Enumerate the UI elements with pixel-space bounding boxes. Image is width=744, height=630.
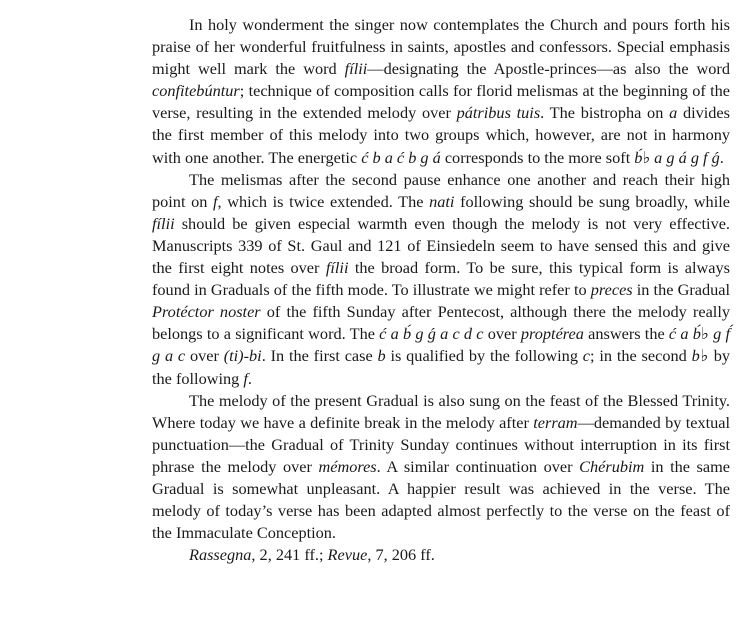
text-run: , 7, 206 ff. xyxy=(367,545,435,565)
text-run: corresponds to the more soft xyxy=(440,147,635,167)
paragraph xyxy=(152,169,730,390)
text-run: following should be sung broadly, while xyxy=(454,191,730,211)
text-run: the broad form. To be sure, this typical form is always found in Graduals of the fifth mode. To illustrate we might refer to xyxy=(152,258,731,300)
text-run: —demanded by textual punctuation—the Gradual of Trinity Sunday continues without interruption in its first phrase the melody over xyxy=(152,412,730,476)
paragraph xyxy=(152,390,730,545)
text-run: ; technique of composition calls for florid melismas at the beginning of the verse, resulting in the extended melody over xyxy=(152,81,730,123)
text-run: . xyxy=(719,147,724,167)
italic-run: ć a b́ g ǵ a c d c xyxy=(379,324,484,344)
italic-run: Rassegna xyxy=(189,545,252,565)
text-run: . In the first case xyxy=(261,346,378,366)
italic-run: Chérubim xyxy=(579,456,645,476)
text-run: of the fifth Sunday after Pentecost, although there the melody really belongs to a significant word. The xyxy=(152,302,730,344)
text-run: divides the first member of this melody into two groups which, however, are not in harmony with one another. The energetic xyxy=(152,103,730,167)
text-run: answers the xyxy=(583,324,669,344)
text-run: in the same Gradual is somewhat unpleasant. A happier result was achieved in the verse. The melody of today’s verse has been adapted almost perfectly to the verse on the feast of the Immaculate Conception. xyxy=(152,456,730,543)
italic-run: fílii xyxy=(325,258,349,278)
paragraph xyxy=(152,14,730,169)
italic-run: b́♭ a g á g f ǵ xyxy=(634,147,720,167)
italic-run: fílii xyxy=(152,213,175,233)
italic-run: fílii xyxy=(344,59,368,79)
text-run: —designating the Apostle-princes—as also the word xyxy=(367,59,730,79)
italic-run: mémores xyxy=(318,456,377,476)
text-run: should be given especial warmth even though the melody is not very effective. Manuscripts 339 of St. Gaul and 121 of Einsiedeln seem to have sensed this and give the first eight notes over xyxy=(152,213,730,278)
text-run: . A similar continuation over xyxy=(376,456,580,476)
text-run: over xyxy=(483,324,521,344)
italic-run: a xyxy=(669,103,678,123)
text-run: by the following xyxy=(152,346,730,388)
italic-run: confitebúntur xyxy=(152,81,240,101)
italic-run: terram xyxy=(533,412,578,432)
italic-run: Protéctor noster xyxy=(152,302,261,322)
page-text xyxy=(152,14,730,566)
italic-run: c xyxy=(582,346,591,366)
source-citation xyxy=(152,544,730,566)
text-run: The melismas after the second pause enhance one another and reach their high point on xyxy=(152,169,730,211)
text-run: is qualified by the following xyxy=(385,346,583,366)
italic-run: pátribus tuis xyxy=(456,103,541,123)
text-run: , which is twice extended. The xyxy=(217,191,430,211)
italic-run: ć a b́♭ g f́ g a c xyxy=(152,324,730,366)
italic-run: preces xyxy=(590,280,633,300)
text-run: in the Gradual xyxy=(632,280,731,300)
text-run: . xyxy=(247,368,252,388)
italic-run: b xyxy=(377,346,386,366)
italic-run: f xyxy=(243,368,248,388)
text-run: The melody of the present Gradual is also sung on the feast of the Blessed Trinity. Where today we have a definite break in the melody after xyxy=(152,390,730,432)
text-run: ; in the second xyxy=(590,346,692,366)
italic-run: (ti)-bi xyxy=(223,346,262,366)
italic-run: ć b a ć b g á xyxy=(361,147,441,167)
text-run: . The bistropha on xyxy=(540,103,670,123)
italic-run: nati xyxy=(429,191,455,211)
italic-run: proptérea xyxy=(520,324,584,344)
text-run: , 2, 241 ff.; xyxy=(251,545,328,565)
italic-run: b♭ xyxy=(691,346,709,366)
text-run: over xyxy=(185,346,224,366)
text-run: In holy wonderment the singer now contemplates the Church and pours forth his praise of her wonderful fruitfulness in saints, apostles and confessors. Special emphasis might well mark the word xyxy=(152,15,730,79)
italic-run: Revue xyxy=(327,545,368,565)
italic-run: f xyxy=(213,191,218,211)
